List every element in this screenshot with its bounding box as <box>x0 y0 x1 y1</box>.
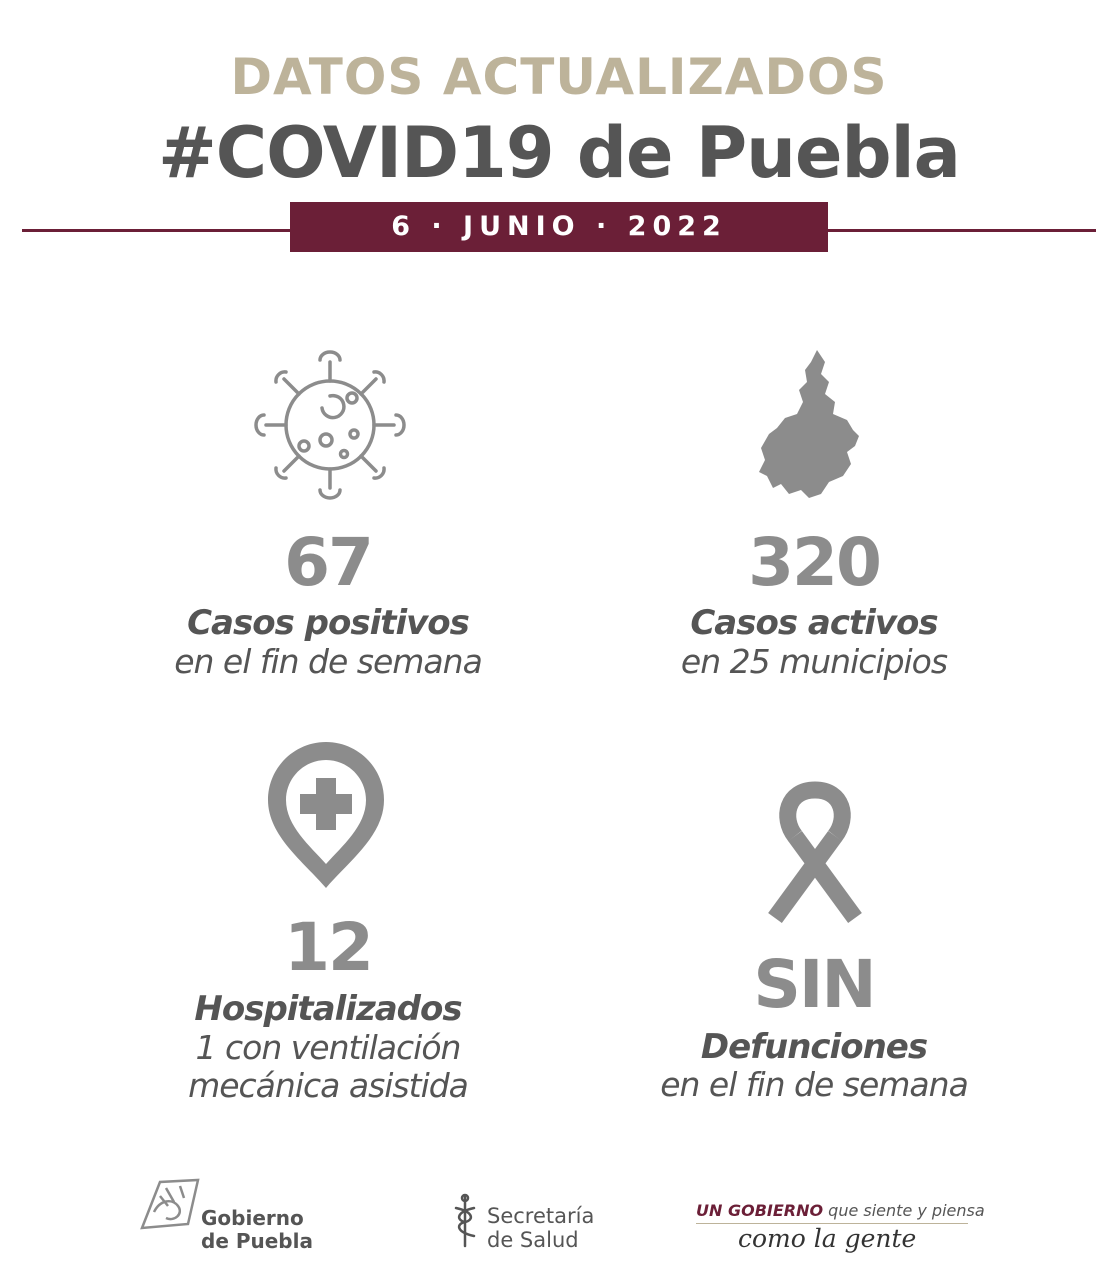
stat-label-activos: Casos activos <box>690 603 938 643</box>
footer-slogan <box>696 1201 985 1220</box>
page-title: #COVID19 de Puebla <box>158 112 960 194</box>
ribbon-icon <box>765 780 865 925</box>
footer-secretaria-line-1: Secretaría <box>487 1204 595 1228</box>
date-banner: 6 · JUNIO · 2022 <box>290 202 828 252</box>
footer-slogan-bold: UN GOBIERNO <box>696 1201 824 1220</box>
stat-label-defunciones: Defunciones <box>700 1027 928 1067</box>
divider-right <box>826 229 1096 232</box>
footer-gobierno-line-2: de Puebla <box>201 1229 313 1253</box>
stat-value-defunciones: SIN <box>753 946 875 1023</box>
stat-value-positivos: 67 <box>284 524 372 601</box>
footer-secretaria-line-2: de Salud <box>487 1228 579 1252</box>
hospital-pin-icon <box>266 740 386 890</box>
header-kicker: DATOS ACTUALIZADOS <box>230 48 888 106</box>
gobierno-puebla-logo-icon <box>138 1176 204 1232</box>
divider-left <box>22 229 292 232</box>
virus-icon <box>250 350 410 500</box>
stat-sublabel-positivos: en el fin de semana <box>174 642 482 681</box>
stat-label-positivos: Casos positivos <box>187 603 469 643</box>
stat-sublabel-hospitalizados-1: 1 con ventilación <box>195 1028 461 1067</box>
puebla-map-icon <box>755 348 865 500</box>
stat-sublabel-defunciones: en el fin de semana <box>660 1065 968 1104</box>
stat-sublabel-hospitalizados-2: mecánica asistida <box>188 1066 468 1105</box>
stat-sublabel-activos: en 25 municipios <box>680 642 948 681</box>
stat-value-hospitalizados: 12 <box>284 909 372 986</box>
stat-value-activos: 320 <box>748 524 880 601</box>
footer-slogan-rest: que siente y piensa <box>828 1201 985 1220</box>
footer-slogan-script: como la gente <box>738 1224 917 1253</box>
stat-label-hospitalizados: Hospitalizados <box>194 989 462 1029</box>
caduceus-icon <box>452 1192 478 1248</box>
footer-gobierno-line-1: Gobierno <box>201 1206 304 1230</box>
